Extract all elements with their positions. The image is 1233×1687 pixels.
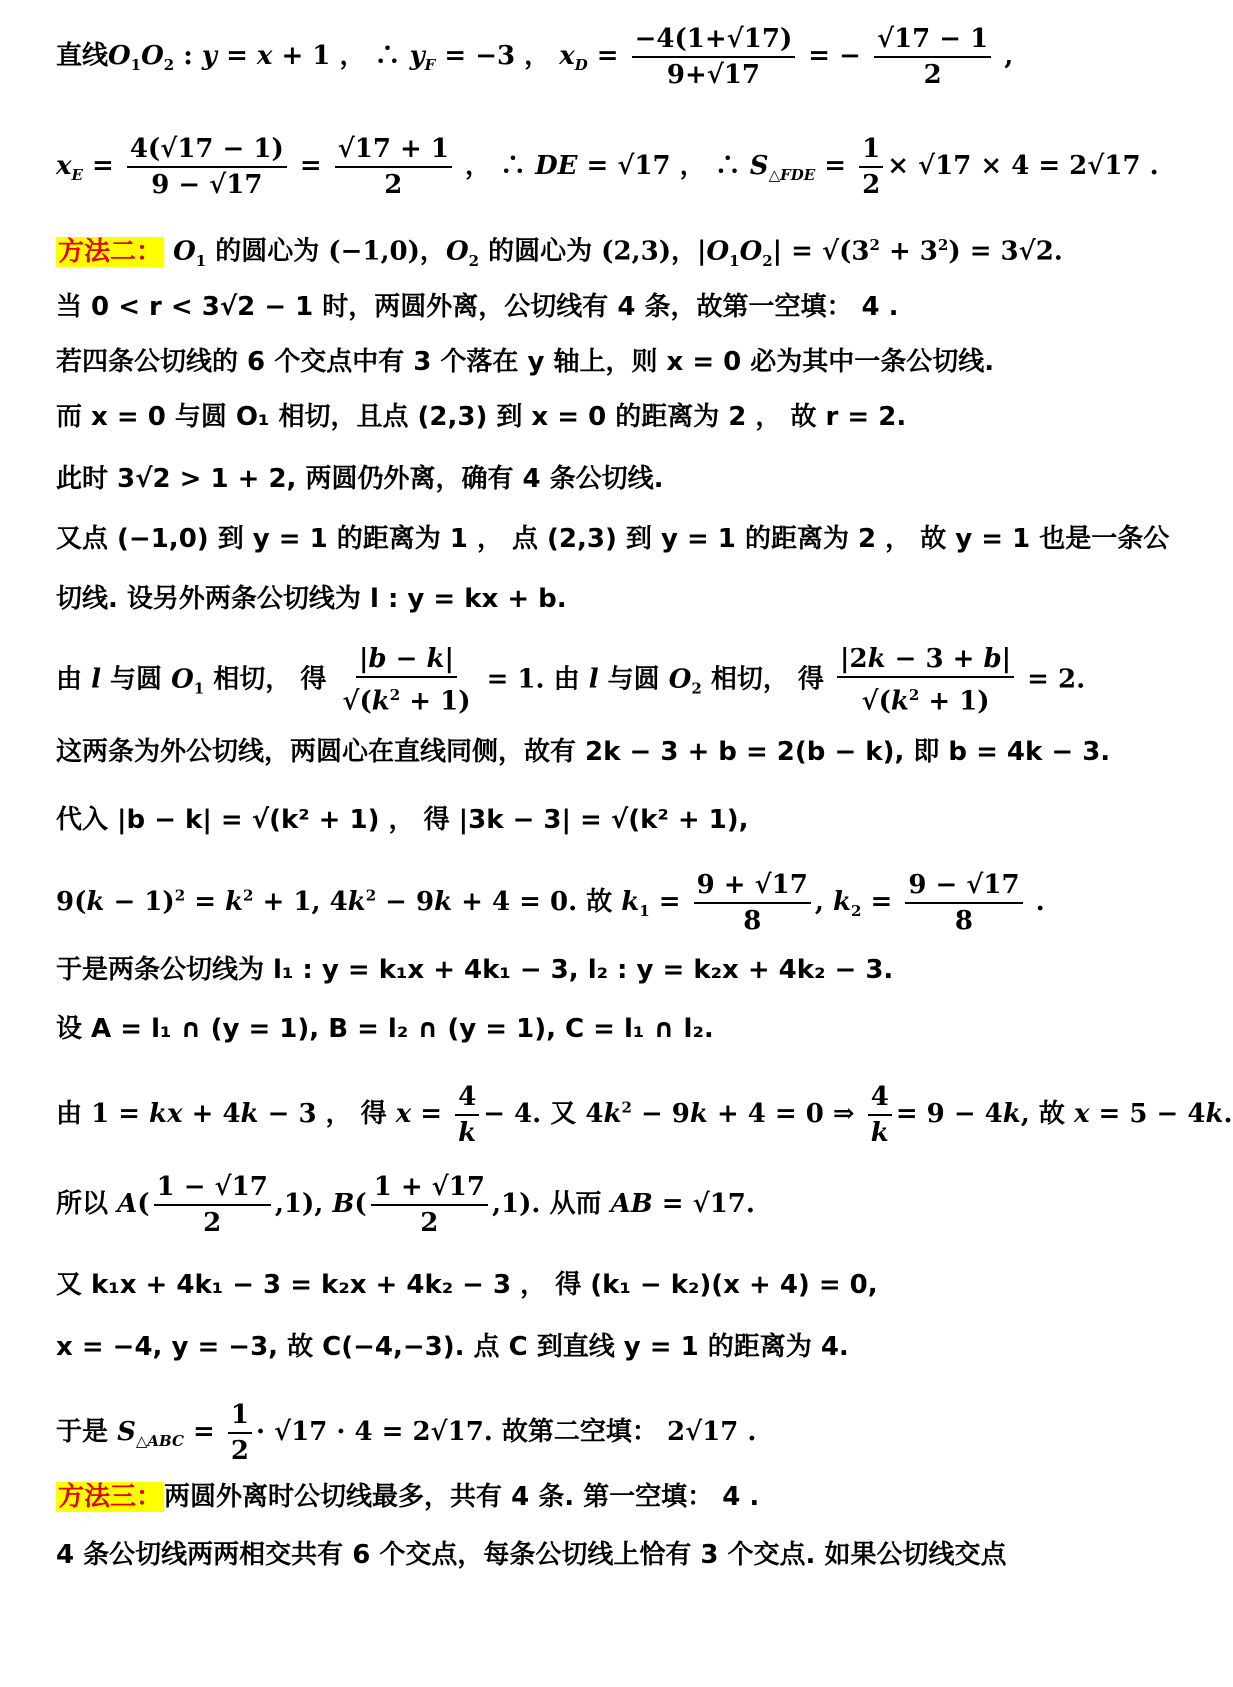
text-line: 设 A = l₁ ∩ (y = 1), B = l₂ ∩ (y = 1), C = l₁ ∩ l₂. [56,1014,714,1044]
text-line: $9(k - 1)^2 = k^2 + 1$, $4k^2 - 9k + 4 = 0$. 故 $k_1$ = $\frac{9 + √17}{8}$ , $k_2$ = $\frac{9 - √17}{8}$ . [56,870,1045,936]
text-line: 此时 3√2 > 1 + 2, 两圆仍外离，确有 4 条公切线. [56,464,664,494]
text-line: 又点 (−1,0) 到 y = 1 的距离为 1 ， 点 (2,3) 到 y = 1 的距离为 2 ， 故 y = 1 也是一条公 [56,524,1170,554]
text-line: 由 l 与圆 $O_1$ 相切， 得 $\frac{|b - k|}{√(k^2 + 1)}$ = 1. 由 l 与圆 $O_2$ 相切， 得 $\frac{|2k - 3 + b|}{√(k^2 + 1)}$ = 2. [56,644,1086,717]
text-line: 由 1 = kx + 4k − 3 ， 得 x = $\frac{4}{k}$ − 4. 又 $4k^2 - 9k + 4 = 0$ ⇒ $\frac{4}{k}$ = 9 − 4k, 故 x = 5 − 4k. [56,1082,1233,1148]
text-line: 于是两条公切线为 l₁ : y = k₁x + 4k₁ − 3, l₂ : y = k₂x + 4k₂ − 3. [56,955,894,985]
text-line: 而 x = 0 与圆 O₁ 相切，且点 (2,3) 到 x = 0 的距离为 2 ， 故 r = 2. [56,402,907,432]
text-line: 又 k₁x + 4k₁ − 3 = k₂x + 4k₂ − 3 ， 得 (k₁ − k₂)(x + 4) = 0, [56,1270,878,1300]
text-line: 4 条公切线两两相交共有 6 个交点，每条公切线上恰有 3 个交点. 如果公切线交点 [56,1540,1007,1570]
text-line: 于是 $S_{\triangle ABC}$ = $\frac{1}{2}$ · √17 · 4 = 2√17. 故第二空填： 2√17 . [56,1400,757,1466]
text-line: 若四条公切线的 6 个交点中有 3 个落在 y 轴上，则 x = 0 必为其中一条公切线. [56,347,995,377]
text-line: $x_E$ = $\frac{4(√17 - 1)}{9 - √17}$ = $\frac{√17 + 1}{2}$ ， ∴ DE = √17 ， ∴ $S_{\triangle FDE}$ = $\frac{1}{2}$ × √17 × 4 = 2√17 . [56,134,1159,200]
text-line: x = −4, y = −3, 故 C(−4,−3). 点 C 到直线 y = 1 的距离为 4. [56,1332,849,1362]
text-line: 直线$O_1O_2$ : y = x + 1 ， ∴ $y_F = -3$ ， $x_D$ = $\frac{-4(1+√17)}{9+√17}$ = − $\frac{√17 - 1}{2}$ , [56,24,1014,90]
text-line: 当 0 < r < 3√2 − 1 时，两圆外离，公切线有 4 条，故第一空填： 4 . [56,292,899,322]
text-line: 所以 A( $\frac{1 - √17}{2}$ ,1), B( $\frac{1 + √17}{2}$ ,1). 从而 AB = √17. [56,1172,755,1238]
method-two-label: 方法二： [58,236,163,267]
text-line: 方法三：两圆外离时公切线最多，共有 4 条. 第一空填： 4 . [58,1482,760,1512]
method-three-label: 方法三： [58,1482,163,1512]
text-line: 代入 |b − k| = √(k² + 1) ， 得 |3k − 3| = √(k² + 1), [56,805,749,835]
text-line: 方法二： $O_1$ 的圆心为 (−1,0)，$O_2$ 的圆心为 (2,3)，$|O_1O_2| = √(3^2 + 3^2) = 3√2$. [58,236,1063,270]
text-line: 这两条为外公切线，两圆心在直线同侧，故有 2k − 3 + b = 2(b − k), 即 b = 4k − 3. [56,737,1111,767]
text-line: 切线. 设另外两条公切线为 l : y = kx + b. [56,584,567,614]
